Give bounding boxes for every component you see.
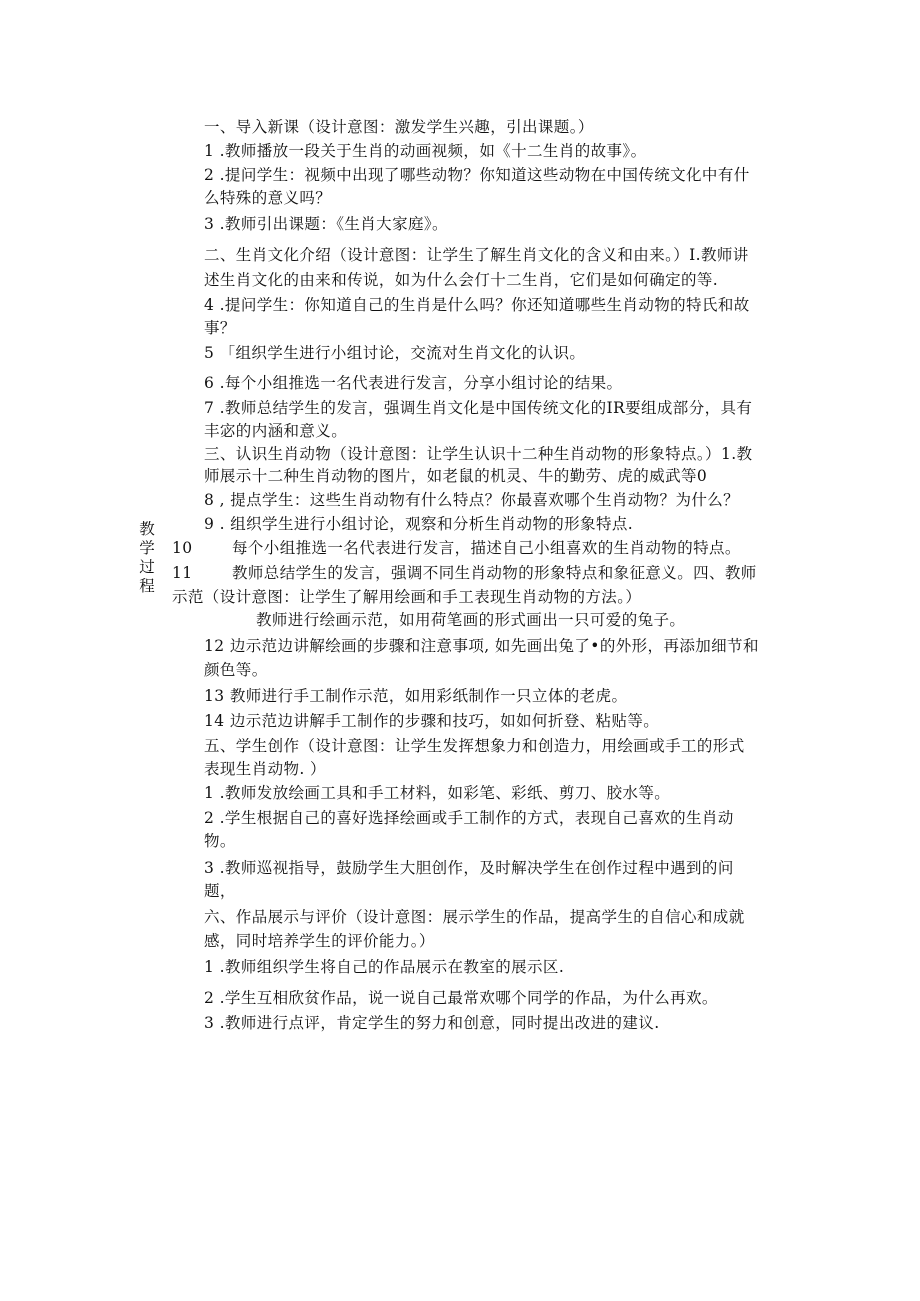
text-line: 颜色等。 <box>204 661 268 679</box>
text-line: 9 . 组织学生进行小组讨论，观察和分析生肖动物的形象特点. <box>204 515 634 533</box>
side-label-teaching-process <box>136 520 158 596</box>
section-heading-showcase: 六、作品展示与评价（设计意图：展示学生的作品，提高学生的自信心和成就 <box>204 908 745 926</box>
section-heading-demo: 示范（设计意图：让学生了解用绘画和手工表现生肖动物的方法。） <box>172 588 642 606</box>
text-line: 事？ <box>204 319 236 337</box>
text-line: 每个小组推选一名代表进行发言，描述自己小组喜欢的生肖动物的特点。 <box>232 539 741 557</box>
text-line: 1 .教师播放一段关于生肖的动画视频，如《十二生肖的故事》。 <box>204 142 647 160</box>
text-line: 2 .学生根据自己的喜好选择绘画或手工制作的方式，表现自己喜欢的生肖动 <box>204 809 734 827</box>
text-line: 题， <box>204 882 236 900</box>
text-line: 12 边示范边讲解绘画的步骤和注意事项, 如先画出兔了•的外形，再添加细节和 <box>204 637 759 655</box>
text-line: 物。 <box>204 832 236 850</box>
text-line: 表现生肖动物. ） <box>204 760 326 778</box>
side-label-char: 程 <box>139 577 155 595</box>
text-line: 教师进行绘画示范，如用荷笔画的形式画出一只可爱的兔子。 <box>256 611 686 629</box>
text-line: 8 , 提点学生：这些生肖动物有什么特点？你最喜欢哪个生肖动物？为什么？ <box>204 491 740 509</box>
text-line: 3 .教师进行点评，肯定学生的努力和创意，同时提出改进的建议. <box>204 1014 660 1032</box>
text-line: 14 边示范边讲解手工制作的步骤和技巧，如如何折登、粘贴等。 <box>204 712 660 730</box>
text-line: 丰宓的内涵和意义。 <box>204 422 348 440</box>
text-line: 13 教师进行手工制作示范，如用彩纸制作一只立体的老虎。 <box>204 687 628 705</box>
text-line: 2 .提问学生：视频中出现了哪些动物？你知道这些动物在中国传统文化中有什 <box>204 166 750 184</box>
text-line: 3 .教师引出课题：《生肖大家庭》。 <box>204 215 448 233</box>
item-number: 11 <box>172 564 193 582</box>
text-line: 6 .每个小组推选一名代表进行发言，分享小组讨论的结果。 <box>204 374 623 392</box>
text-line: 2 .学生互相欣贫作品，说一说自己最常欢哪个同学的作品，为什么再欢。 <box>204 989 718 1007</box>
text-line: 教师总结学生的发言，强调不同生肖动物的形象特点和象征意义。四、教师 <box>232 564 757 582</box>
side-label-char: 学 <box>139 539 155 557</box>
text-line: 5 「组织学生进行小组讨论，交流对生肖文化的认识。 <box>204 344 586 362</box>
section-heading-culture: 二、生肖文化介绍（设计意图：让学生了解生肖文化的含义和由来。）I.教师讲 <box>204 246 749 264</box>
section-heading-intro: 一、导入新课（设计意图：激发学生兴趣，引出课题。） <box>204 118 594 136</box>
side-label-char: 教 <box>139 520 155 538</box>
text-line: 3 .教师巡视指导，鼓励学生大胆创作，及时解决学生在创作过程中遇到的问 <box>204 859 734 877</box>
text-line: 述生肖文化的由来和传说，如为什么会仃十二生肖，它们是如何确定的等. <box>204 271 719 289</box>
text-line: 4 .提问学生：你知道自己的生肖是什么吗？你还知道哪些生肖动物的特氏和故 <box>204 296 750 314</box>
text-line: 师展示十二种生肖动物的图片，如老鼠的机灵、牛的勤劳、虎的威武等0 <box>204 467 708 485</box>
text-line: 么特殊的意义吗？ <box>204 189 332 207</box>
item-number: 10 <box>172 539 193 557</box>
text-line: 感，同时培养学生的评价能力。） <box>204 932 435 950</box>
side-label-char: 过 <box>139 558 155 576</box>
section-heading-creation: 五、学生创作（设计意图：让学生发挥想象力和创造力，用绘画或手工的形式 <box>204 737 745 755</box>
text-line: 7 .教师总结学生的发言，强调生肖文化是中国传统文化的IR要组成部分，具有 <box>204 399 753 417</box>
text-line: 1 .教师组织学生将自己的作品展示在教室的展示区. <box>204 958 565 976</box>
section-heading-animals: 三、认识生肖动物（设计意图：让学生认识十二种生肖动物的形象特点。）1.教 <box>204 445 753 463</box>
text-line: 1 .教师发放绘画工具和手工材料，如彩笔、彩纸、剪刀、胶水等。 <box>204 784 671 802</box>
